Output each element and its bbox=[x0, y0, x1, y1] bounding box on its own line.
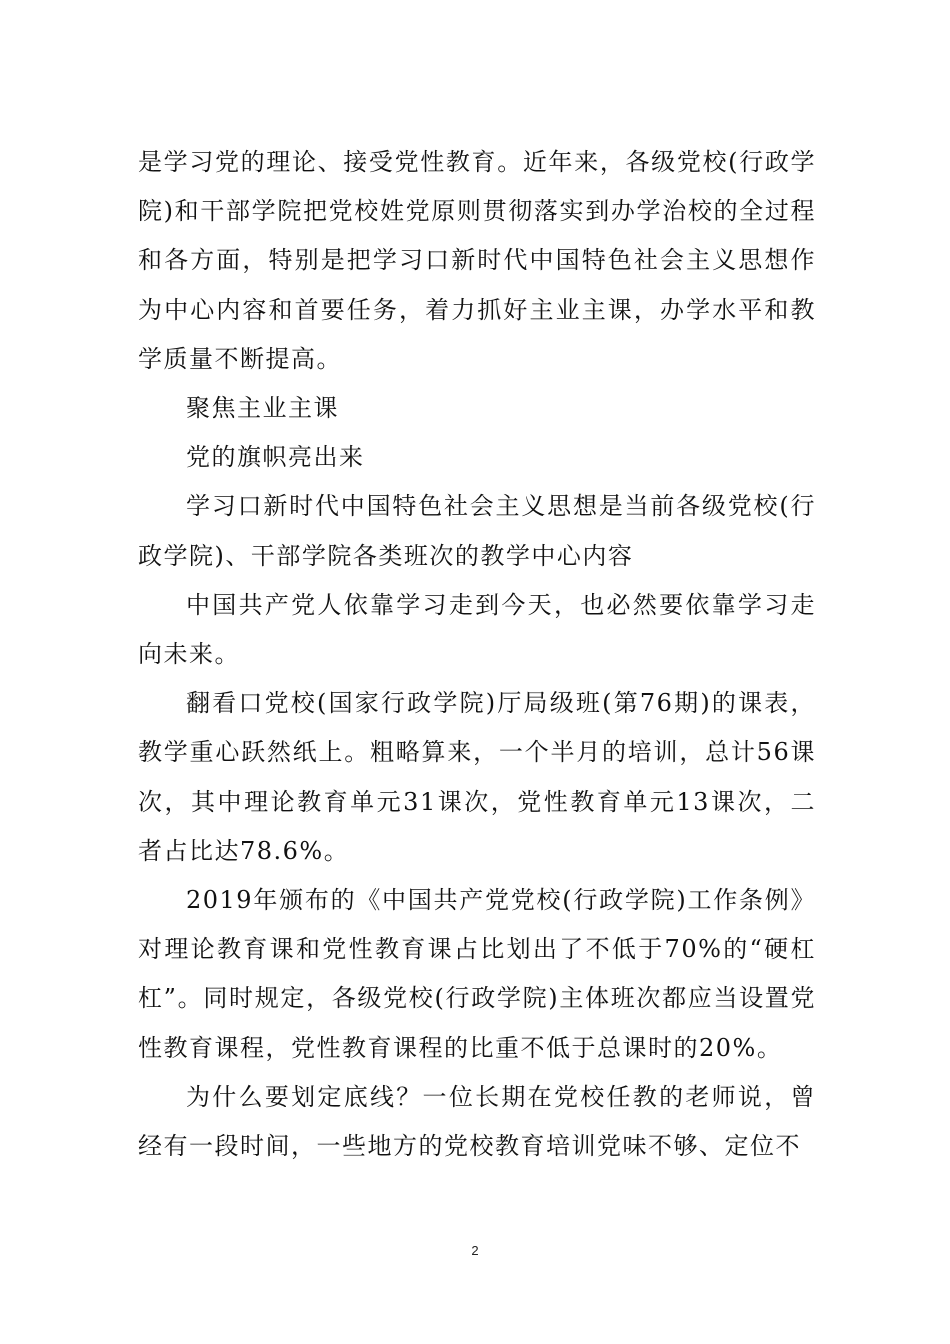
paragraph-5: 2019年颁布的《中国共产党党校(行政学院)工作条例》对理论教育课和党性教育课占比划出了不低于70%的“硬杠杠”。同时规定，各级党校(行政学院)主体班次都应当设置党性教育课程，党性教育课程的比重不低于总课时的20%。 bbox=[138, 886, 816, 1062]
document-body bbox=[138, 138, 816, 1171]
paragraph-3: 中国共产党人依靠学习走到今天，也必然要依靠学习走向未来。 bbox=[138, 590, 816, 669]
paragraph-6: 为什么要划定底线？一位长期在党校任教的老师说，曾经有一段时间，一些地方的党校教育培训党味不够、定位不 bbox=[138, 1082, 816, 1161]
paragraph-heading-1: 聚焦主业主课 bbox=[186, 394, 339, 423]
paragraph-2: 学习口新时代中国特色社会主义思想是当前各级党校(行政学院)、干部学院各类班次的教学中心内容 bbox=[138, 492, 816, 570]
paragraph-heading-2: 党的旗帜亮出来 bbox=[186, 443, 365, 472]
page-number: 2 bbox=[471, 1243, 479, 1258]
paragraph-1: 是学习党的理论、接受党性教育。近年来，各级党校(行政学院)和干部学院把党校姓党原则贯彻落实到办学治校的全过程和各方面，特别是把学习口新时代中国特色社会主义思想作为中心内容和首要任务，着力抓好主业主课，办学水平和教学质量不断提高。 bbox=[138, 148, 816, 373]
paragraph-4: 翻看口党校(国家行政学院)厅局级班(第76期)的课表，教学重心跃然纸上。粗略算来，一个半月的培训，总计56课次，其中理论教育单元31课次，党性教育单元13课次，二者占比达78.6%。 bbox=[138, 689, 816, 865]
